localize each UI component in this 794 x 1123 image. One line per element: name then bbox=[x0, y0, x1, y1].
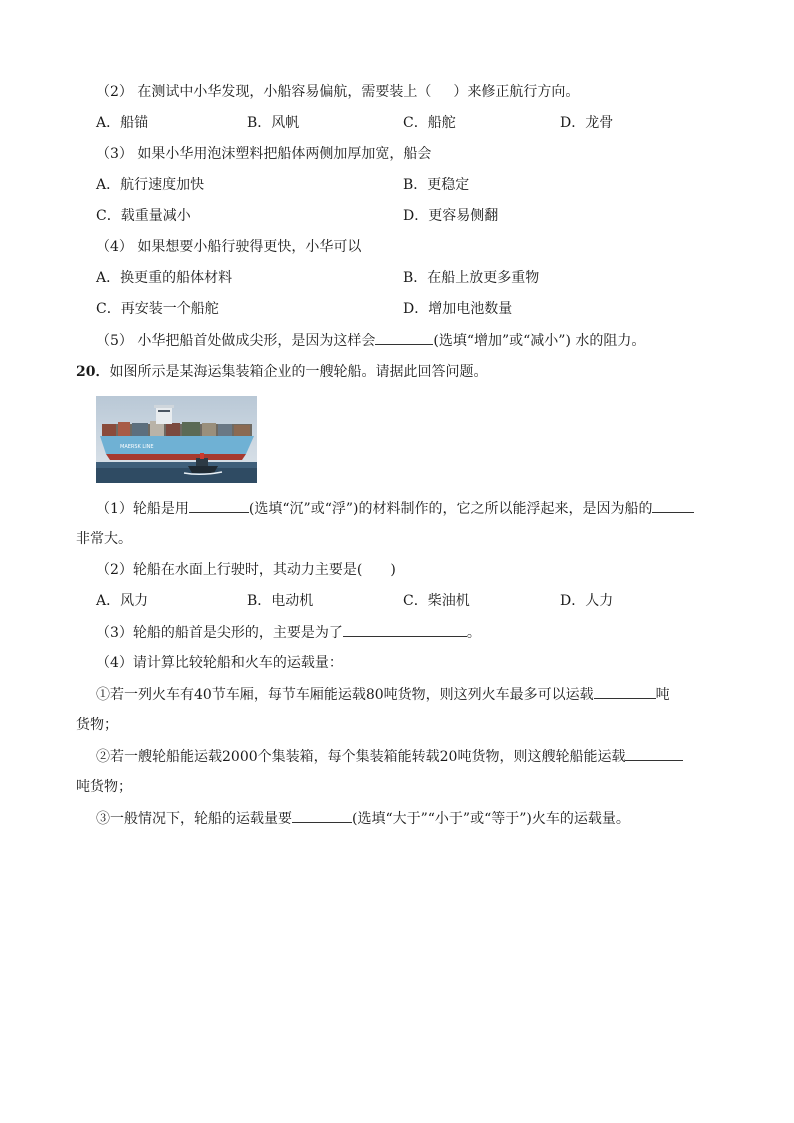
q19-5-answer-blank[interactable] bbox=[375, 330, 433, 345]
container-ship-image bbox=[96, 396, 257, 483]
q20-2-option-c[interactable]: C．柴油机 bbox=[403, 593, 470, 609]
q19-5-stem-b: (选填“增加”或“减小”) 水的阻力。 bbox=[433, 333, 646, 349]
q20-4-item2-blank[interactable] bbox=[625, 746, 683, 761]
q19-2-option-b[interactable]: B．风帆 bbox=[247, 115, 300, 131]
q19-3-option-c[interactable]: C．载重量减小 bbox=[96, 208, 191, 224]
q20-3-part-b: 。 bbox=[466, 625, 481, 641]
hull-lettering: MAERSK LINE bbox=[120, 444, 154, 450]
q19-3-stem: （3） 如果小华用泡沫塑料把船体两侧加厚加宽，船会 bbox=[96, 146, 432, 162]
q19-4-option-d[interactable]: D．增加电池数量 bbox=[403, 301, 513, 317]
q19-2-stem bbox=[96, 82, 579, 102]
q20-4-item1-blank[interactable] bbox=[594, 684, 656, 699]
q20-4-item2-text: ②若一艘轮船能运载2000个集装箱，每个集装箱能转载20吨货物，则这艘轮船能运载 bbox=[96, 749, 626, 765]
q20-2-option-d[interactable]: D．人力 bbox=[560, 593, 614, 609]
q20-1-blank-reason[interactable] bbox=[652, 498, 694, 513]
q19-4-option-c[interactable]: C．再安装一个船舵 bbox=[96, 301, 219, 317]
q20-4-item3 bbox=[96, 808, 630, 829]
q20-4-item1-unit: 吨 bbox=[655, 687, 670, 703]
q20-4-item1-line1 bbox=[96, 684, 670, 705]
container-ship-illustration bbox=[96, 396, 257, 483]
q19-2-stem-b: ）来修正航行方向。 bbox=[453, 84, 580, 100]
q20-2-stem: （2）轮船在水面上行驶时，其动力主要是( ) bbox=[96, 562, 396, 578]
q19-4-option-b[interactable]: B．在船上放更多重物 bbox=[403, 270, 540, 286]
q20-1-stem-line1 bbox=[96, 498, 694, 519]
q19-2-option-a[interactable]: A．船锚 bbox=[96, 115, 149, 131]
q19-2-option-c[interactable]: C．船舵 bbox=[403, 115, 456, 131]
q19-4-option-a[interactable]: A．换更重的船体材料 bbox=[96, 270, 233, 286]
q20-1-part-a: （1）轮船是用 bbox=[96, 501, 189, 517]
q19-3-option-d[interactable]: D．更容易侧翻 bbox=[403, 208, 499, 224]
q20-4-item1-text: ①若一列火车有40节车厢，每节车厢能运载80吨货物，则这列火车最多可以运载 bbox=[96, 687, 594, 703]
q20-4-item1-line2: 货物； bbox=[76, 717, 118, 733]
q20-4-item3-text-b: (选填“大于”“小于”或“等于”)火车的运载量。 bbox=[352, 811, 630, 827]
q20-stem bbox=[76, 362, 487, 382]
q19-5-stem bbox=[96, 330, 645, 351]
q19-2-option-d[interactable]: D．龙骨 bbox=[560, 115, 614, 131]
q20-3-answer-blank[interactable] bbox=[343, 622, 467, 637]
q20-1-blank-material[interactable] bbox=[189, 498, 249, 513]
q20-4-item3-text-a: ③一般情况下，轮船的运载量要 bbox=[96, 811, 292, 827]
q20-4-item2-line1 bbox=[96, 746, 683, 767]
q20-4-item3-blank[interactable] bbox=[292, 808, 352, 823]
q20-number: 20． bbox=[76, 364, 110, 380]
q20-2-option-a[interactable]: A．风力 bbox=[96, 593, 149, 609]
q20-stem-text: 如图所示是某海运集装箱企业的一艘轮船。请据此回答问题。 bbox=[109, 364, 488, 380]
q20-2-option-b[interactable]: B．电动机 bbox=[247, 593, 314, 609]
q20-1-part-b: (选填“沉”或“浮”)的材料制作的，它之所以能浮起来，是因为船的 bbox=[248, 501, 653, 517]
q20-3-part-a: （3）轮船的船首是尖形的，主要是为了 bbox=[96, 625, 343, 641]
q19-4-stem: （4） 如果想要小船行驶得更快，小华可以 bbox=[96, 239, 362, 255]
q20-4-item2-line2: 吨货物； bbox=[76, 779, 132, 795]
q19-3-option-a[interactable]: A．航行速度加快 bbox=[96, 177, 205, 193]
q20-4-stem: （4）请计算比较轮船和火车的运载量： bbox=[96, 655, 343, 671]
q19-3-option-b[interactable]: B．更稳定 bbox=[403, 177, 470, 193]
q19-2-stem-a: （2） 在测试中小华发现，小船容易偏航，需要装上（ bbox=[96, 84, 432, 100]
q19-5-stem-a: （5） 小华把船首处做成尖形，是因为这样会 bbox=[96, 333, 376, 349]
q20-1-stem-line2: 非常大。 bbox=[76, 531, 132, 547]
q20-3-stem bbox=[96, 622, 481, 643]
